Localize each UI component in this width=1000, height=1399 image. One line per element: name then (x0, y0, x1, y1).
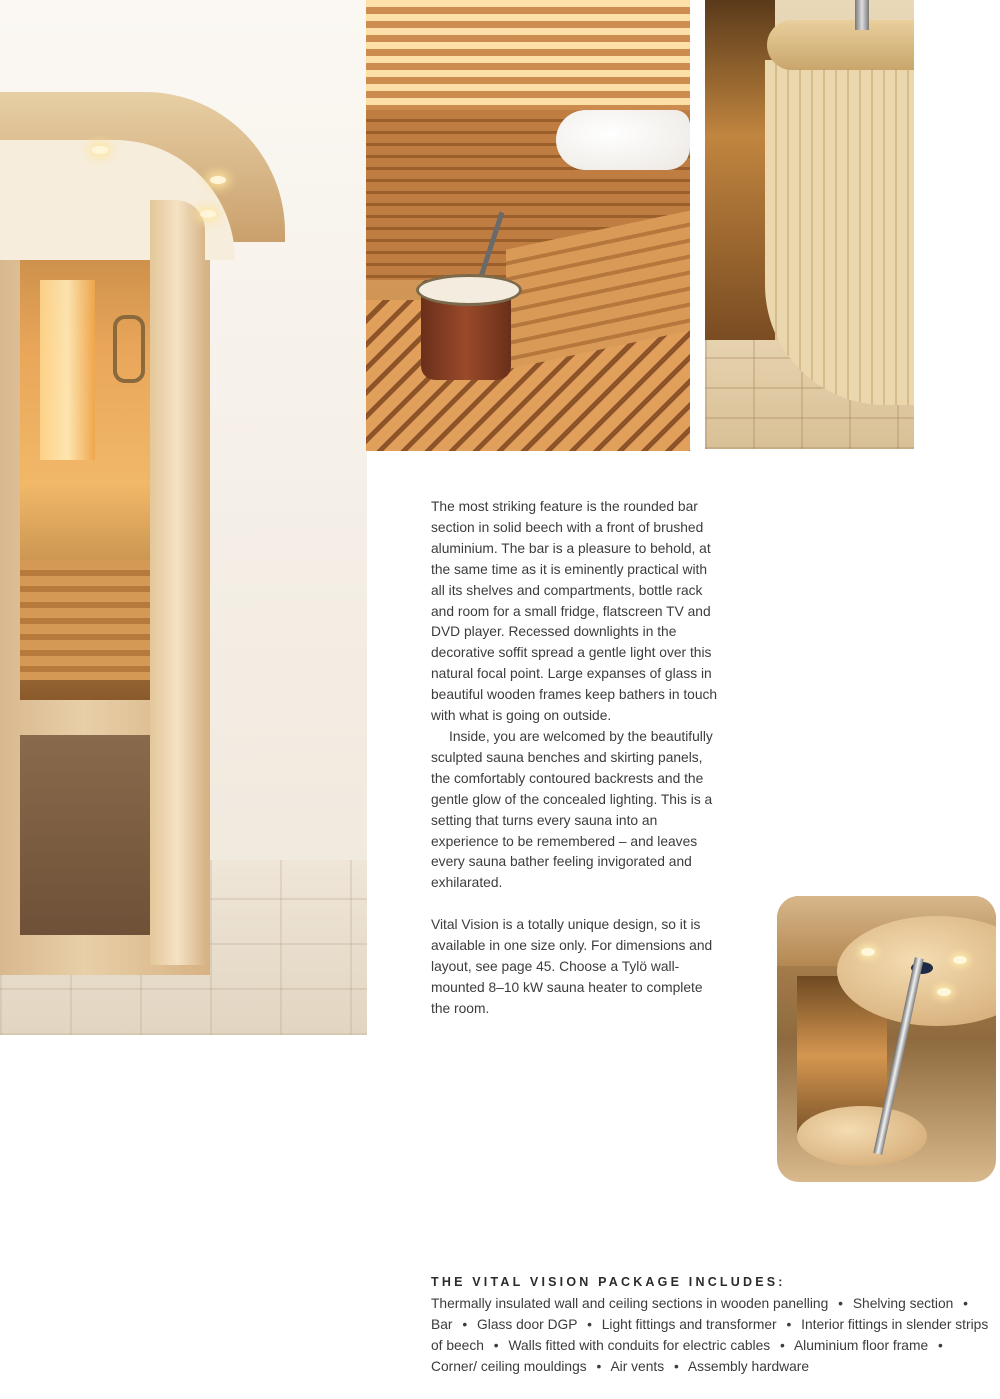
package-item: Bar (431, 1317, 453, 1332)
package-item: Glass door DGP (477, 1317, 578, 1332)
body-text (431, 497, 721, 1020)
bullet-separator-icon: • (462, 1317, 468, 1332)
package-section (431, 1275, 991, 1377)
package-items-list (431, 1293, 991, 1377)
bullet-separator-icon: • (587, 1317, 592, 1332)
bar-lower-shelf (797, 1106, 927, 1166)
bullet-separator-icon: • (838, 1296, 843, 1311)
package-item: Air vents (610, 1359, 665, 1374)
towel (556, 110, 690, 170)
package-item: Corner/ ceiling mouldings (431, 1359, 587, 1374)
package-item: Shelving section (852, 1296, 954, 1311)
sauna-interior-image (366, 0, 690, 451)
bullet-separator-icon: • (596, 1359, 602, 1374)
package-item: Aluminium floor frame (793, 1338, 929, 1353)
bar-detail-image (777, 896, 996, 1182)
package-item: Assembly hardware (687, 1359, 810, 1374)
package-item: Thermally insulated wall and ceiling sections in wooden panelling (431, 1296, 829, 1311)
curved-bar-front (765, 60, 914, 405)
package-heading: THE VITAL VISION PACKAGE INCLUDES: (431, 1275, 786, 1289)
package-item: Interior fittings in slender strips of beech (431, 1317, 989, 1353)
downlight-icon (861, 948, 875, 956)
bar-shelf (767, 20, 914, 70)
door-handle (113, 315, 145, 383)
downlight-icon (937, 988, 951, 996)
interior-light-glow (40, 280, 95, 460)
bucket-rim (416, 274, 522, 306)
bullet-separator-icon: • (963, 1296, 968, 1311)
bullet-separator-icon: • (786, 1317, 792, 1332)
paragraph-bar-feature: The most striking feature is the rounded bar section in solid beech with a front of brushed aluminium. The bar is a pleasure to behold, at the same time as it is eminently practical with all its shelves and compartments, bottle rack and room for a small fridge, flatscreen TV and DVD player. Recessed downlights in the decorative soffit spread a gentle light over this natural focal point. Large expanses of glass in beautiful wooden frames keep bathers in touch with what is going on outside. (431, 499, 718, 724)
downlight-icon (200, 210, 216, 218)
downlight-icon (92, 146, 108, 154)
bullet-separator-icon: • (493, 1338, 499, 1353)
package-item: Walls fitted with conduits for electric cables (508, 1338, 771, 1353)
package-item: Light fittings and transformer (601, 1317, 777, 1332)
bullet-separator-icon: • (938, 1338, 943, 1353)
bar-section-image (705, 0, 914, 449)
bullet-separator-icon: • (673, 1359, 679, 1374)
sauna-backrest (20, 560, 160, 680)
paragraph-interior: Inside, you are welcomed by the beautifully sculpted sauna benches and skirting panels, the comfortably contoured backrests and the gentle glow of the concealed lighting. This is a setting that turns every sauna into an experience to be remembered – and leaves every sauna bather feeling invigorated and exhilarated. (431, 728, 713, 891)
downlight-icon (953, 956, 967, 964)
sauna-exterior-image (0, 0, 367, 1035)
steel-post (855, 0, 869, 30)
bullet-separator-icon: • (780, 1338, 785, 1353)
paragraph-size-info: Vital Vision is a totally unique design, so it is available in one size only. For dimensions and layout, see page 45. Choose a Tylö wall-mounted 8–10 kW sauna heater to complete the room. (431, 917, 713, 1016)
lit-wall-slats (366, 0, 690, 110)
downlight-icon (210, 176, 226, 184)
rounded-bar-pillar (150, 200, 205, 965)
